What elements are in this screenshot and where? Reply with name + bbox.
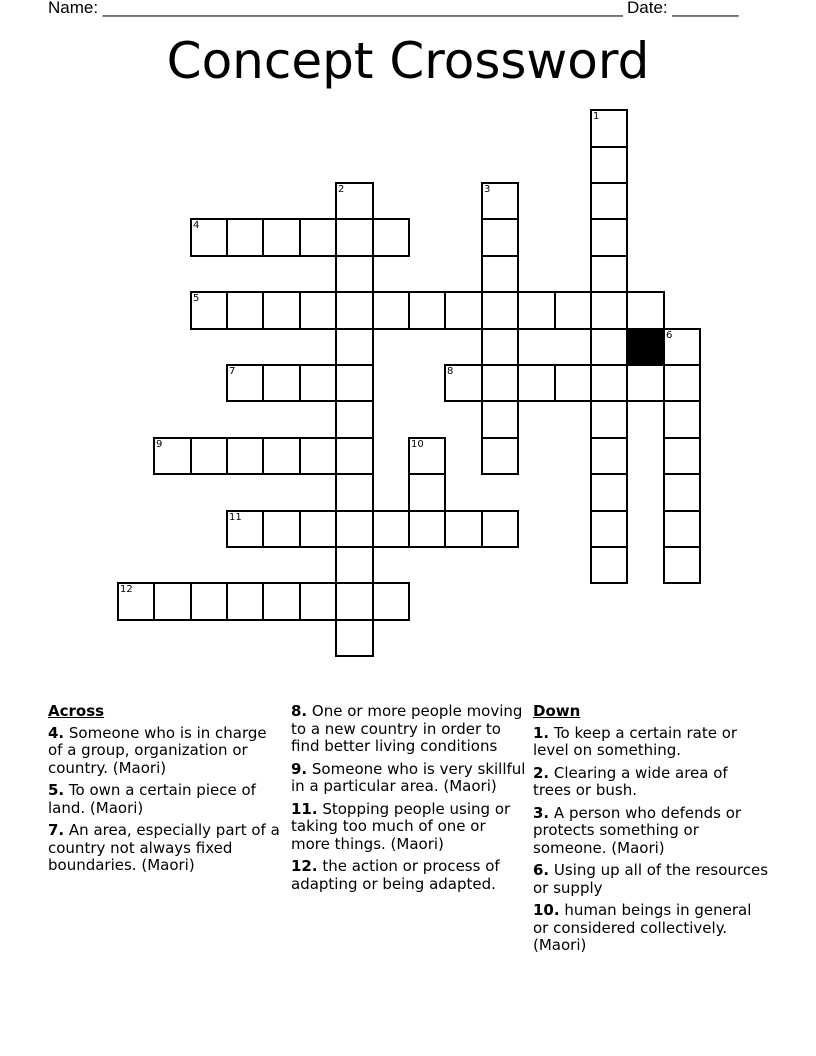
grid-cell[interactable] [554,291,592,330]
clue-num: 2. [533,763,550,782]
grid-cell[interactable] [590,255,628,293]
clue-num: 7. [48,821,65,839]
clue-num: 8. [291,702,308,720]
clue-item [533,862,769,897]
clue-num: 5. [48,781,65,799]
clue-text: An area, especially part of a country not always fixed boundaries. (Maori) [48,821,280,874]
clue-text: A person who defends or protects something or someone. (Maori) [533,803,742,857]
grid-cell[interactable] [590,291,628,330]
grid-cell[interactable] [481,182,519,220]
clue-number-4: 4 [193,220,200,231]
grid-cell[interactable] [262,582,301,621]
clue-num: 1. [533,723,550,742]
clue-item [533,805,769,858]
grid-cell[interactable] [335,218,374,257]
grid-cell[interactable] [335,546,374,584]
clue-number-7: 7 [229,366,236,377]
grid-cell[interactable] [554,364,592,402]
clue-item [291,801,527,854]
grid-cell[interactable] [590,328,628,366]
grid-cell[interactable] [153,582,192,621]
grid-cell[interactable] [663,364,701,402]
clue-number-11: 11 [229,512,242,523]
clue-number-3: 3 [484,184,491,195]
grid-cell[interactable] [626,364,665,402]
clue-item [533,765,769,800]
grid-cell[interactable] [590,182,628,220]
clue-num: 6. [533,861,550,879]
clue-number-8: 8 [447,366,454,377]
grid-cell[interactable] [335,582,374,621]
clue-number-2: 2 [338,184,345,195]
grid-cell[interactable] [299,291,337,330]
grid-cell[interactable] [663,400,701,439]
clue-text: Using up all of the resources or supply [533,861,769,897]
grid-cell[interactable] [262,218,301,257]
grid-cell[interactable] [590,510,628,548]
grid-cell[interactable] [335,328,374,366]
grid-cell[interactable] [226,291,264,330]
clue-number-10: 10 [411,439,424,450]
grid-cell[interactable] [226,582,264,621]
clue-text: To own a certain piece of land. (Maori) [48,781,256,817]
grid-cell[interactable] [299,364,337,402]
grid-cell[interactable] [372,218,410,257]
grid-cell[interactable] [663,510,701,548]
grid-cell[interactable] [590,437,628,475]
down-heading: Down [533,702,581,720]
clue-item [48,822,284,875]
grid-cell[interactable] [590,546,628,584]
grid-cell[interactable] [444,364,483,402]
grid-cell[interactable] [481,437,519,475]
clue-text: Stopping people using or taking too much of one or more things. (Maori) [291,799,511,853]
clue-num: 4. [48,723,65,742]
across-clues [48,703,284,880]
grid-cell[interactable] [590,109,628,148]
clue-num: 12. [291,857,318,875]
grid-cell[interactable] [408,437,446,475]
grid-cell[interactable] [372,291,410,330]
grid-cell[interactable] [590,218,628,257]
clue-number-6: 6 [666,330,673,341]
grid-cell[interactable] [481,364,519,402]
grid-cell[interactable] [226,437,264,475]
across-clues-continued [291,703,527,898]
grid-cell[interactable] [481,328,519,366]
grid-cell[interactable] [335,364,374,402]
clue-item [533,902,769,955]
clue-text: human beings in general or considered collectively. (Maori) [533,901,752,954]
grid-cell[interactable] [299,437,337,475]
grid-cell[interactable] [262,291,301,330]
grid-cell[interactable] [517,364,556,402]
grid-cell[interactable] [299,582,337,621]
grid-cell[interactable] [372,510,410,548]
grid-cell[interactable] [517,291,556,330]
grid-cell[interactable] [190,582,228,621]
page-title: Concept Crossword [166,32,650,90]
grid-cell[interactable] [262,437,301,475]
grid-cell[interactable] [226,364,264,402]
grid-cell[interactable] [590,146,628,184]
down-clues [533,703,769,960]
grid-cell[interactable] [481,291,519,330]
clue-item [48,782,284,817]
grid-cell[interactable] [335,255,374,293]
grid-cell[interactable] [226,218,264,257]
grid-cell[interactable] [626,291,665,330]
grid-cell[interactable] [117,582,155,621]
clue-num: 9. [291,759,308,778]
clue-num: 10. [533,901,560,919]
clue-text: One or more people moving to a new country in order to find better living conditions [291,702,523,755]
grid-cell[interactable] [335,473,374,512]
date-field-label: Date: _______ [627,0,739,17]
grid-cell[interactable] [190,218,228,257]
grid-cell[interactable] [408,473,446,512]
clue-text: the action or process of adapting or being adapted. [291,857,500,893]
clue-item [533,725,769,760]
grid-cell[interactable] [481,218,519,257]
clue-number-9: 9 [156,439,163,450]
grid-cell[interactable] [299,510,337,548]
black-cell [626,328,665,366]
clue-item [291,858,527,893]
grid-cell[interactable] [481,510,519,548]
grid-cell[interactable] [481,255,519,293]
clue-text: Clearing a wide area of trees or bush. [533,763,728,799]
grid-cell[interactable] [663,473,701,512]
name-field-label: Name: _______________________________________________________ [48,0,623,17]
grid-cell[interactable] [663,328,701,366]
grid-cell[interactable] [335,510,374,548]
clue-item [48,725,284,778]
grid-cell[interactable] [590,473,628,512]
grid-cell[interactable] [663,546,701,584]
grid-cell[interactable] [335,182,374,220]
clue-text: Someone who is in charge of a group, organization or country. (Maori) [48,723,267,777]
grid-cell[interactable] [335,619,374,657]
grid-cell[interactable] [590,364,628,402]
grid-cell[interactable] [444,510,483,548]
grid-cell[interactable] [153,437,192,475]
grid-cell[interactable] [408,510,446,548]
grid-cell[interactable] [262,364,301,402]
clue-num: 11. [291,799,318,818]
grid-cell[interactable] [372,582,410,621]
grid-cell[interactable] [262,510,301,548]
clue-number-1: 1 [593,111,600,122]
grid-cell[interactable] [663,437,701,475]
grid-cell[interactable] [299,218,337,257]
grid-cell[interactable] [335,437,374,475]
grid-cell[interactable] [444,291,483,330]
grid-cell[interactable] [408,291,446,330]
clue-text: Someone who is very skillful in a particular area. (Maori) [291,759,526,795]
clue-number-5: 5 [193,293,200,304]
across-heading: Across [48,702,105,720]
grid-cell[interactable] [190,437,228,475]
grid-cell[interactable] [335,400,374,439]
grid-cell[interactable] [226,510,264,548]
grid-cell[interactable] [335,291,374,330]
clue-num: 3. [533,803,550,822]
grid-cell[interactable] [590,400,628,439]
clue-number-12: 12 [120,584,133,595]
clue-text: To keep a certain rate or level on something. [533,723,738,759]
clue-item [291,761,527,796]
grid-cell[interactable] [481,400,519,439]
grid-cell[interactable] [190,291,228,330]
clue-item [291,703,527,756]
